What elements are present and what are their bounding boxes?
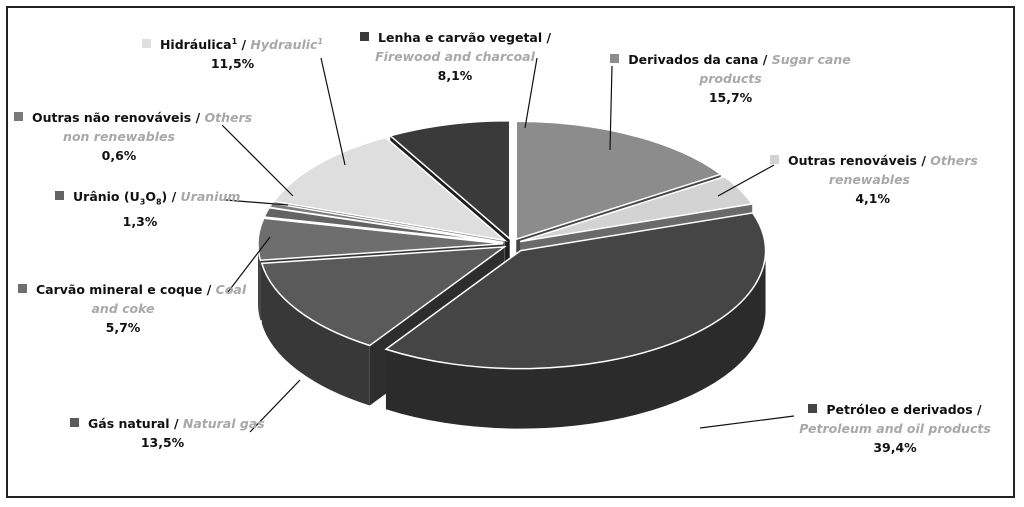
label-gas-pt: Gás natural [88,416,170,431]
label-hidraulica-en [250,37,323,52]
label-outras-renov [770,151,978,208]
label-hidraulica-en-sup: 1 [317,37,324,46]
swatch-outras-renov [770,155,779,164]
label-carvao-pt: Carvão mineral e coque / [36,282,216,297]
label-uranio-mid: O [145,189,156,204]
label-lenha-pt: Lenha e carvão vegetal / [378,30,552,45]
label-uranio-pct: 1,3% [122,213,158,229]
swatch-uranio [55,191,64,200]
swatch-hidraulica [142,39,151,48]
label-gas-pct: 13,5% [140,435,185,450]
swatch-carvao [18,284,27,293]
label-outras-renov-pt: Outras renováveis [788,153,917,168]
swatch-outras-nao [14,112,23,121]
label-lenha-pct: 8,1% [437,68,473,83]
leader-line-4 [222,125,293,196]
label-cana-sep: / [758,52,772,67]
label-hidraulica-pct: 11,5% [210,56,255,72]
label-outras-nao-pt: Outras não renováveis / [32,110,205,125]
label-petroleo [795,400,995,457]
label-petroleo-pct: 39,4% [873,440,917,455]
label-outras-renov-sep: / [916,153,931,168]
label-outras-renov-pct: 4,1% [855,191,890,206]
label-carvao [18,280,247,337]
label-uranio-pt2: ) / [161,189,181,204]
label-hidraulica [140,32,325,73]
label-hidraulica-pt: Hidráulica [159,37,232,53]
swatch-lenha [360,32,369,41]
leader-line-0 [321,58,345,165]
label-outras-renov-en1: Others [930,153,978,168]
label-petroleo-pt: Petróleo e derivados / [826,402,982,417]
label-carvao-en2: and coke [91,301,155,316]
label-outras-renov-en2: renewables [828,172,910,187]
label-outras-nao-pct: 0,6% [101,148,137,163]
label-outras-nao-en1: Others [204,110,253,125]
label-uranio-sub1: 3 [139,197,146,207]
label-cana [608,50,853,107]
label-uranio-pt1: Urânio (U [73,189,140,204]
label-cana-en2: products [699,71,762,86]
leader-line-8 [700,416,794,428]
label-hidraulica-sep: / [237,37,251,53]
label-carvao-en1: Coal [215,282,247,297]
label-cana-pct: 15,7% [708,90,753,105]
label-gas-sep: / [169,416,183,431]
label-outras-nao [14,108,253,165]
label-gas-en: Natural gas [182,416,265,431]
label-lenha [360,28,550,85]
swatch-gas [70,418,79,427]
label-cana-pt: Derivados da cana [628,52,759,67]
label-petroleo-en: Petroleum and oil products [799,421,991,436]
label-outras-nao-en2: non renewables [63,129,175,144]
label-gas [70,414,265,452]
label-hidraulica-sup: 1 [231,37,238,46]
label-uranio [55,187,241,231]
swatch-cana [610,54,619,63]
label-uranio-en: Uranium [180,189,241,204]
label-cana-en1: Sugar cane [771,52,851,67]
label-carvao-pct: 5,7% [105,320,141,335]
label-uranio-sub2: 8 [155,197,162,207]
label-lenha-en: Firewood and charcoal [375,49,535,64]
label-hidraulica-en-text: Hydraulic [250,37,318,53]
swatch-petroleo [808,404,817,413]
